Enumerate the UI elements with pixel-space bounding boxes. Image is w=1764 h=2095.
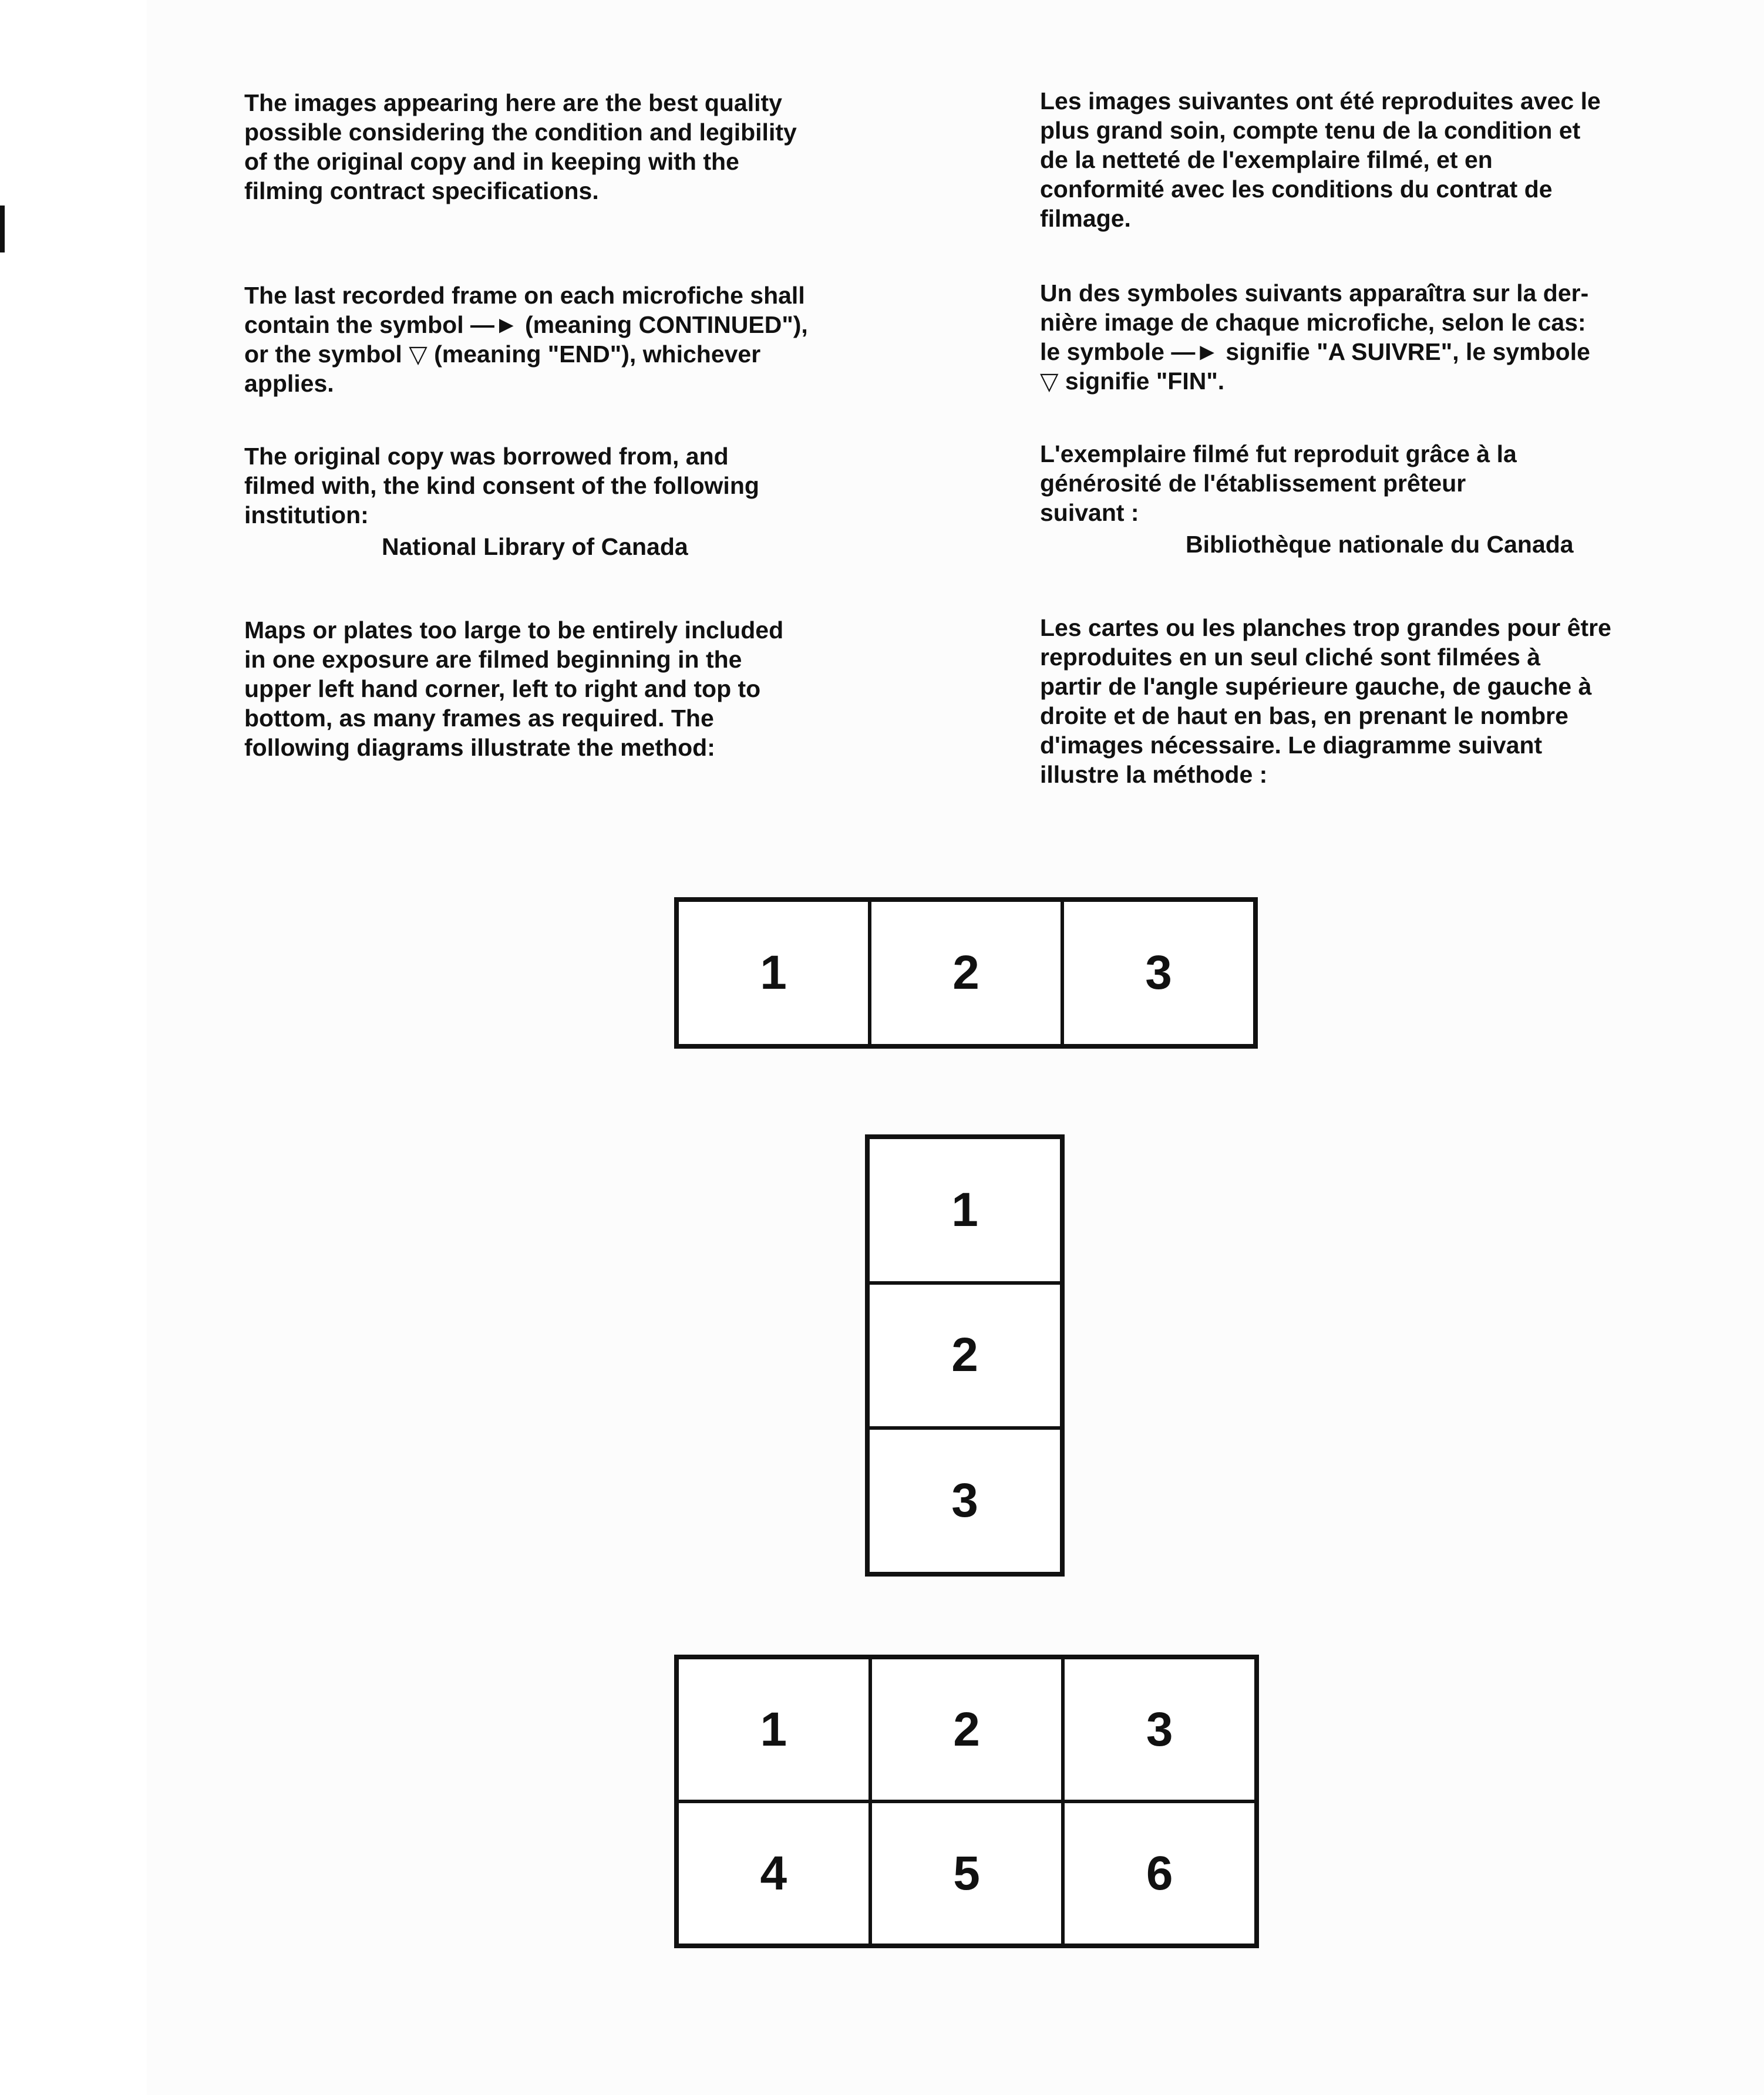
english-institution-name: National Library of Canada	[382, 533, 688, 560]
diagram-grid-cell: 4	[677, 1801, 870, 1945]
diagram-grid-cell: 6	[1063, 1801, 1256, 1945]
diagram-column-cell: 1	[868, 1137, 1062, 1283]
french-paragraph-maps: Les cartes ou les planches trop grandes pour être reproduites en un seul cliché sont filmées à partir de l'angle supérieure gauche, de gauche à droite et de haut en bas, en prenant le nombre d'images nécessaire. Le diagramme suivant illustre la méthode :	[1040, 614, 1611, 788]
diagram-row-cell: 1	[677, 900, 870, 1046]
diagram-column	[865, 1134, 1065, 1577]
french-paragraph-institution: L'exemplaire filmé fut reproduit grâce à la générosité de l'établissement prêteur suivant :	[1040, 440, 1517, 526]
diagram-grid-cell: 3	[1063, 1658, 1256, 1801]
diagram-row	[674, 897, 1258, 1049]
english-paragraph-quality: The images appearing here are the best quality possible considering the condition and legibility of the original copy and in keeping with the filming contract specifications.	[244, 89, 797, 204]
diagram-column-cell: 3	[868, 1428, 1062, 1574]
english-paragraph-institution: The original copy was borrowed from, and filmed with, the kind consent of the following institution:	[244, 443, 759, 528]
english-paragraph-symbols: The last recorded frame on each microfiche shall contain the symbol —► (meaning CONTINUED"), or the symbol ▽ (meaning "END"), whichever applies.	[244, 282, 808, 397]
diagram-column-cell: 2	[868, 1283, 1062, 1429]
left-margin	[0, 0, 147, 2095]
diagram-row-cell: 3	[1062, 900, 1255, 1046]
diagram-grid-cell: 2	[870, 1658, 1063, 1801]
diagram-grid-cell: 5	[870, 1801, 1063, 1945]
diagram-row-cell: 2	[870, 900, 1062, 1046]
diagram-grid	[674, 1655, 1259, 1948]
french-institution-name: Bibliothèque nationale du Canada	[1186, 531, 1574, 558]
french-paragraph-quality: Les images suivantes ont été reproduites avec le plus grand soin, compte tenu de la condition et de la netteté de l'exemplaire filmé, et en conformité avec les conditions du contrat de filmage.	[1040, 87, 1601, 232]
french-paragraph-symbols: Un des symboles suivants apparaîtra sur la der- nière image de chaque microfiche, selon le cas: le symbole —► signifie "A SUIVRE", le symbole ▽ signifie "FIN".	[1040, 279, 1590, 395]
diagram-grid-cell: 1	[677, 1658, 870, 1801]
scan-edge-mark	[0, 206, 5, 252]
english-paragraph-maps: Maps or plates too large to be entirely included in one exposure are filmed beginning in the upper left hand corner, left to right and top to bottom, as many frames as required. The following diagrams illustrate the method:	[244, 617, 784, 761]
